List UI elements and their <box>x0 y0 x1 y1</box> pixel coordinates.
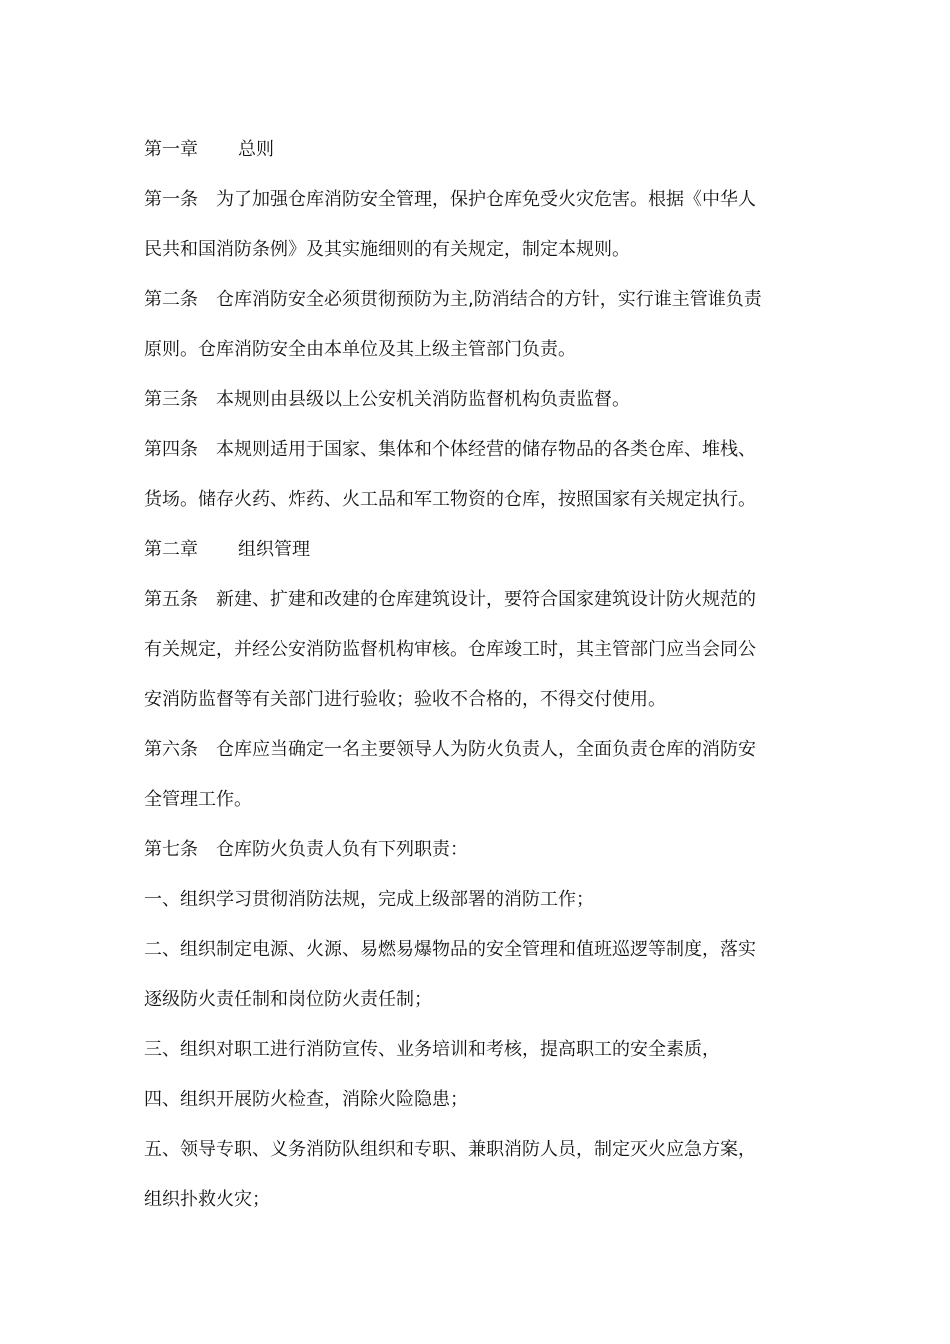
article-text: 本规则由县级以上公安机关消防监督机构负责监督。 <box>216 389 630 410</box>
article-paragraph <box>144 282 810 332</box>
list-item: 三、组织对职工进行消防宣传、业务培训和考核，提高职工的安全素质， <box>144 1039 720 1060</box>
paragraph-line: 组织扑救火灾； <box>144 1189 270 1210</box>
article-text: 为了加强仓库消防安全管理，保护仓库免受火灾危害。根据《中华人 <box>216 189 756 210</box>
article-paragraph <box>144 382 810 432</box>
article-paragraph <box>144 732 810 782</box>
chapter-heading <box>144 532 810 582</box>
paragraph-line: 民共和国消防条例》及其实施细则的有关规定，制定本规则。 <box>144 239 630 260</box>
article-text: 仓库防火负责人负有下列职责： <box>216 839 468 860</box>
list-item: 五、领导专职、义务消防队组织和专职、兼职消防人员，制定灭火应急方案， <box>144 1139 756 1160</box>
paragraph-line: 安消防监督等有关部门进行验收；验收不合格的，不得交付使用。 <box>144 689 666 710</box>
article-number: 第一条 <box>144 189 198 210</box>
list-item: 四、组织开展防火检查，消除火险隐患； <box>144 1089 468 1110</box>
article-paragraph <box>144 182 810 232</box>
chapter-title: 总则 <box>238 139 274 160</box>
paragraph-line: 有关规定，并经公安消防监督机构审核。仓库竣工时，其主管部门应当会同公 <box>144 639 756 660</box>
chapter-title: 组织管理 <box>238 539 310 560</box>
chapter-heading <box>144 132 810 182</box>
article-paragraph <box>144 432 810 482</box>
list-item: 一、组织学习贯彻消防法规，完成上级部署的消防工作； <box>144 889 594 910</box>
article-number: 第三条 <box>144 389 198 410</box>
article-number: 第四条 <box>144 439 198 460</box>
paragraph-line: 全管理工作。 <box>144 789 252 810</box>
article-paragraph <box>144 582 810 632</box>
article-text: 仓库应当确定一名主要领导人为防火负责人，全面负责仓库的消防安 <box>216 739 756 760</box>
article-text: 本规则适用于国家、集体和个体经营的储存物品的各类仓库、堆栈、 <box>216 439 756 460</box>
paragraph-line: 货场。储存火药、炸药、火工品和军工物资的仓库，按照国家有关规定执行。 <box>144 489 756 510</box>
list-item: 二、组织制定电源、火源、易燃易爆物品的安全管理和值班巡逻等制度，落实 <box>144 939 756 960</box>
paragraph-line: 原则。仓库消防安全由本单位及其上级主管部门负责。 <box>144 339 576 360</box>
document-body <box>144 132 810 1232</box>
article-number: 第二条 <box>144 289 198 310</box>
article-text: 新建、扩建和改建的仓库建筑设计，要符合国家建筑设计防火规范的 <box>216 589 756 610</box>
article-number: 第六条 <box>144 739 198 760</box>
chapter-number: 第二章 <box>144 539 198 560</box>
article-text: 仓库消防安全必须贯彻预防为主,防消结合的方针，实行谁主管谁负责 <box>216 289 762 310</box>
chapter-number: 第一章 <box>144 139 198 160</box>
article-number: 第七条 <box>144 839 198 860</box>
article-paragraph <box>144 832 810 882</box>
paragraph-line: 逐级防火责任制和岗位防火责任制； <box>144 989 432 1010</box>
article-number: 第五条 <box>144 589 198 610</box>
